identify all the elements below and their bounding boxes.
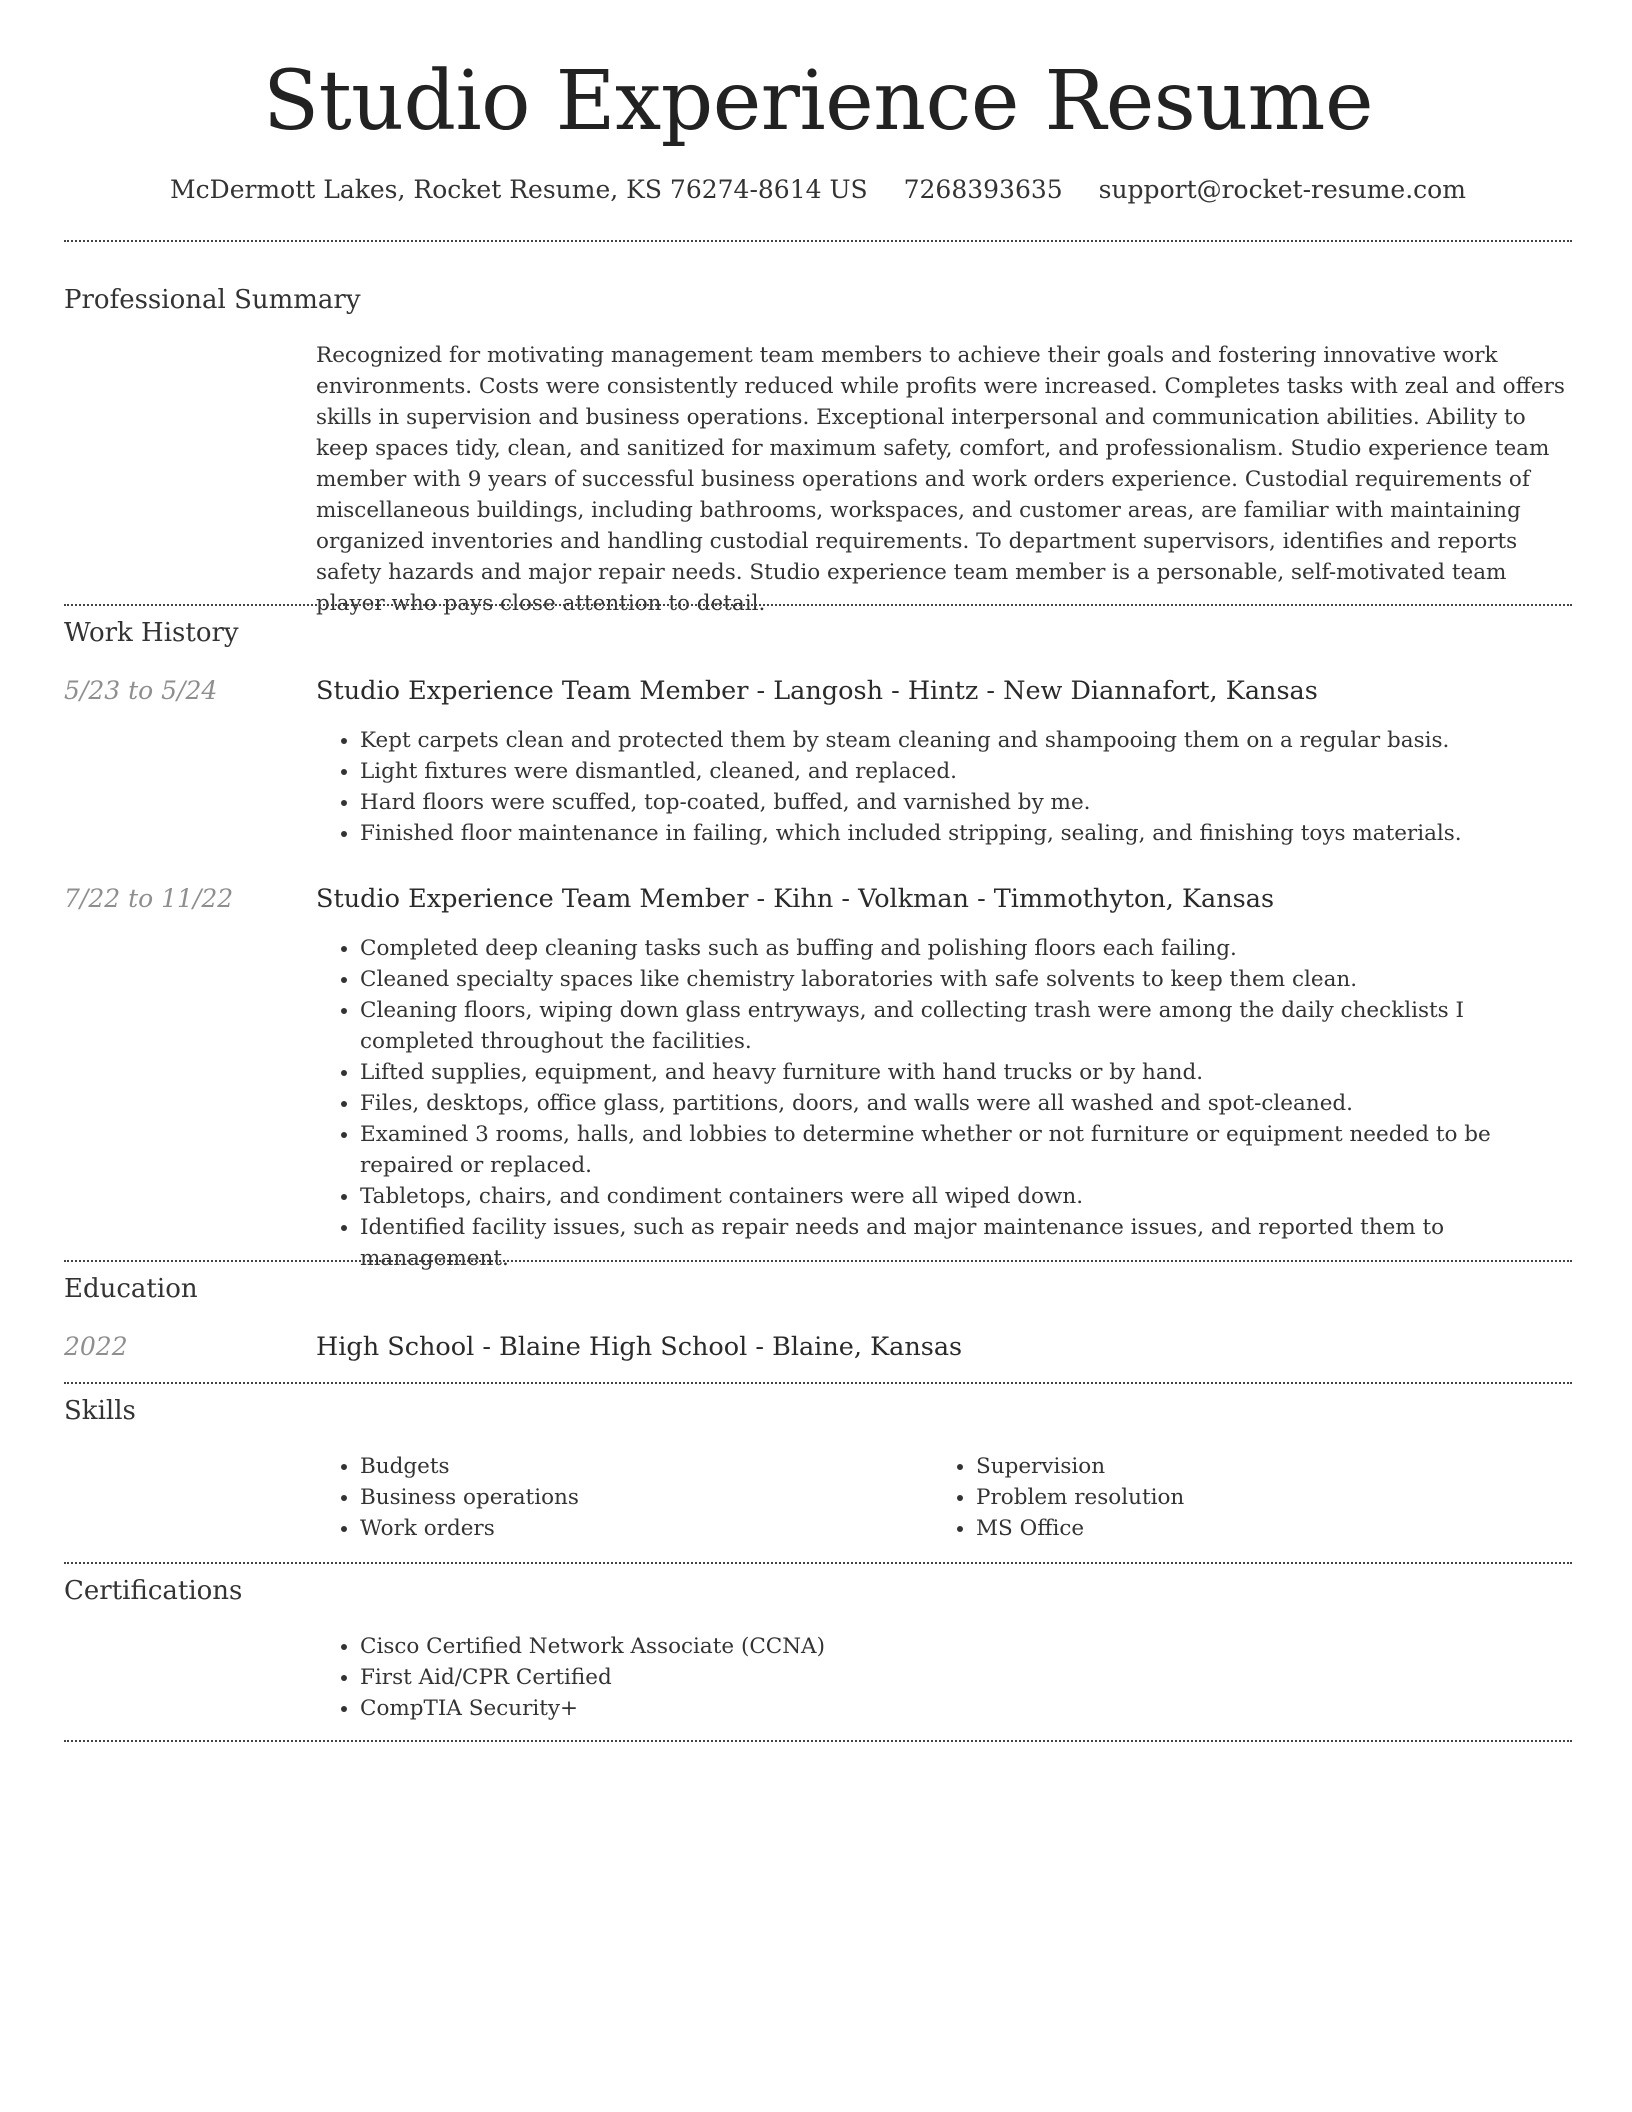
certifications-block (316, 1631, 1572, 1724)
section-divider (64, 1740, 1572, 1742)
certifications-heading: Certifications (64, 1576, 243, 1606)
list-item: • Kept carpets clean and protected them by steam cleaning and shampooing them on a regular basis. (360, 725, 1572, 756)
list-item: • Tabletops, chairs, and condiment containers were all wiped down. (360, 1181, 1572, 1212)
list-item: • Examined 3 rooms, halls, and lobbies to determine whether or not furniture or equipment needed to be repaired or replaced. (360, 1119, 1572, 1181)
work-history-heading: Work History (64, 618, 239, 648)
skills-heading: Skills (64, 1396, 136, 1426)
summary-block (316, 340, 1572, 619)
job-dates: 7/22 to 11/22 (64, 884, 234, 913)
section-divider (64, 1260, 1572, 1262)
list-item: • Light fixtures were dismantled, cleaned, and replaced. (360, 756, 1572, 787)
list-item: • Supervision (976, 1451, 1532, 1482)
list-item: • Business operations (360, 1482, 916, 1513)
list-item: • Completed deep cleaning tasks such as buffing and polishing floors each failing. (360, 933, 1572, 964)
contact-email[interactable]: support@rocket-resume.com (1098, 175, 1466, 204)
list-item: • Budgets (360, 1451, 916, 1482)
contact-phone: 7268393635 (903, 175, 1063, 204)
list-item: • Lifted supplies, equipment, and heavy furniture with hand trucks or by hand. (360, 1057, 1572, 1088)
list-item: • Work orders (360, 1513, 916, 1544)
job-bullets-block (316, 725, 1572, 849)
contact-address: McDermott Lakes, Rocket Resume, KS 76274-8614 US (170, 175, 868, 204)
job-heading: Studio Experience Team Member - Kihn - Volkman - Timmothyton, Kansas (316, 884, 1275, 914)
skills-column-left (316, 1451, 916, 1544)
certifications-list (316, 1631, 1572, 1724)
job-bullet-list (316, 933, 1572, 1274)
job-dates: 5/23 to 5/24 (64, 676, 218, 705)
section-divider (64, 1382, 1572, 1384)
list-item: • Files, desktops, office glass, partitions, doors, and walls were all washed and spot-cleaned. (360, 1088, 1572, 1119)
education-year: 2022 (64, 1332, 128, 1361)
job-bullets-block (316, 933, 1572, 1274)
list-item: • CompTIA Security+ (360, 1693, 1572, 1724)
list-item: • Hard floors were scuffed, top-coated, buffed, and varnished by me. (360, 787, 1572, 818)
skills-list (932, 1451, 1532, 1544)
list-item: • Identified facility issues, such as repair needs and major maintenance issues, and reported them to management. (360, 1212, 1572, 1274)
skills-column-right (932, 1451, 1532, 1544)
education-heading: Education (64, 1274, 198, 1304)
job-bullet-list (316, 725, 1572, 849)
job-heading: Studio Experience Team Member - Langosh - Hintz - New Diannafort, Kansas (316, 676, 1318, 706)
list-item: • Problem resolution (976, 1482, 1532, 1513)
summary-text: Recognized for motivating management team members to achieve their goals and fostering innovative work environments. Costs were consistently reduced while profits were increased. Completes tasks with zeal and offers skills in supervision and business operations. Exceptional interpersonal and communication abilities. Ability to keep spaces tidy, clean, and sanitized for maximum safety, comfort, and professionalism. Studio experience team member with 9 years of successful business operations and work orders experience. Custodial requirements of miscellaneous buildings, including bathrooms, workspaces, and customer areas, are familiar with maintaining organized inventories and handling custodial requirements. To department supervisors, identifies and reports safety hazards and major repair needs. Studio experience team member is a personable, self-motivated team player who pays close attention to detail. (316, 343, 1565, 616)
list-item: • First Aid/CPR Certified (360, 1662, 1572, 1693)
section-divider (64, 1562, 1572, 1564)
list-item: • Finished floor maintenance in failing, which included stripping, sealing, and finishing toys materials. (360, 818, 1572, 849)
list-item: • Cleaned specialty spaces like chemistry laboratories with safe solvents to keep them clean. (360, 964, 1572, 995)
resume-title: Studio Experience Resume (263, 54, 1373, 149)
summary-heading: Professional Summary (64, 285, 361, 315)
list-item: • Cleaning floors, wiping down glass entryways, and collecting trash were among the daily checklists I completed throughout the facilities. (360, 995, 1572, 1057)
list-item: • MS Office (976, 1513, 1532, 1544)
skills-list (316, 1451, 916, 1544)
education-entry: High School - Blaine High School - Blaine, Kansas (316, 1332, 963, 1362)
contact-line (64, 170, 1572, 210)
section-divider (64, 604, 1572, 606)
list-item: • Cisco Certified Network Associate (CCNA) (360, 1631, 1572, 1662)
section-divider (64, 240, 1572, 242)
